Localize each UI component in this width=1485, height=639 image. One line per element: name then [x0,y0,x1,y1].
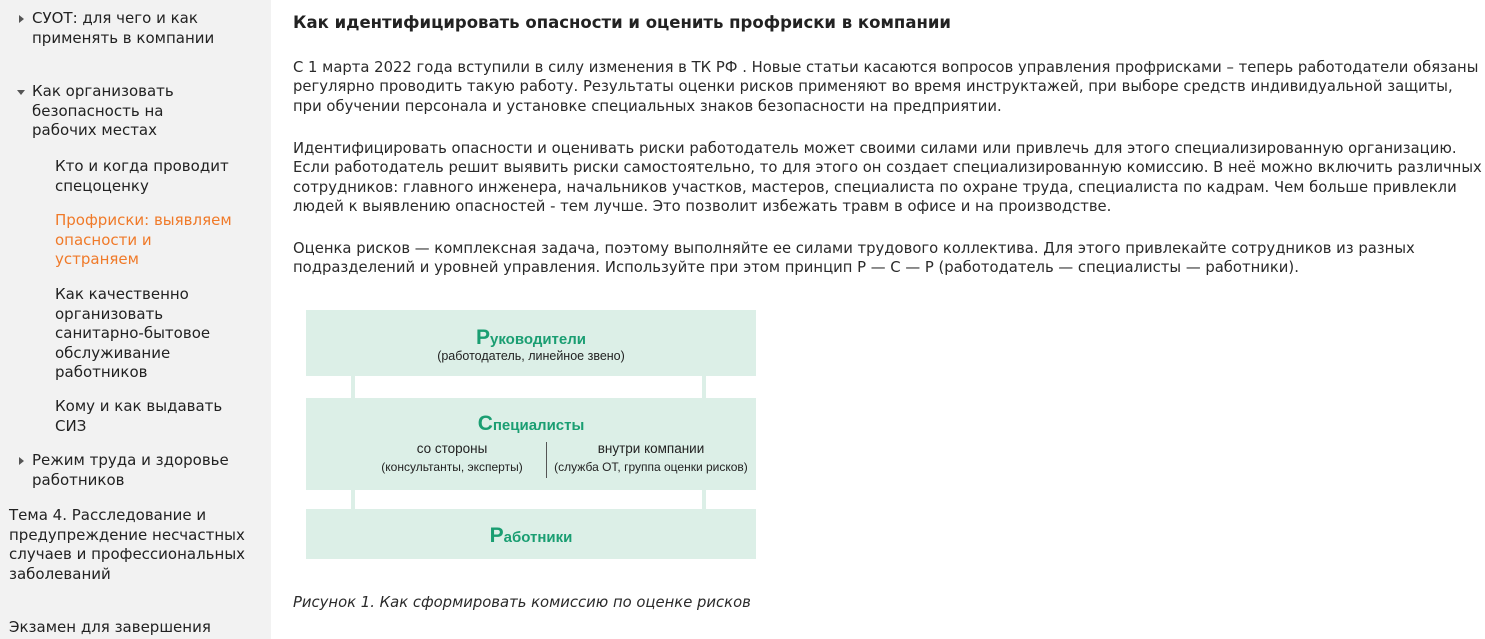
sidebar-item-exam[interactable] [9,618,259,638]
figure-caption: Рисунок 1. Как сформировать комиссию по оценке рисков [293,594,751,611]
sidebar-item-label: Как качественно организовать санитарно-бытовое обслуживание работников [55,285,211,381]
article-content [271,0,1485,639]
article-paragraph: Оценка рисков — комплексная задача, поэтому выполняйте ее силами трудового коллектива. Для этого привлекайте сотрудников из разных подразделений и уровней управления. Используйте при этом принцип Р — С — Р (работодатель — специалисты — работники). [293,240,1415,277]
sidebar-item-label: Профриски: выявляем опасности и устраняем [55,211,232,268]
caret-down-icon [17,90,25,95]
page-title: Как идентифицировать опасности и оценить профриски в компании [293,13,951,32]
external-heading: со стороны [416,441,488,456]
diagram-title-managers [306,326,756,350]
sidebar-item-sanitary-service[interactable] [55,285,235,383]
article-paragraph: Идентифицировать опасности и оценивать риски работодатель может своими силами или привлечь для этого специализированную организацию. Если работодатель решит выявить риски самостоятельно, то для этого он создает специализированную комиссию. В неё можно включить различных сотрудников: главного инженера, начальников участков, мастеров, специалиста по охране труда, специалиста по кадрам. Чем больше привлекли людей к выявлению опасностей - тем лучше. Это позволит избежать травм в офисе и на производстве. [293,140,1482,215]
title-rest: пециалисты [492,417,585,434]
diagram-title-workers [306,524,756,548]
title-initial: С [477,412,493,435]
diagram-specialists-external [368,441,536,474]
title-initial: Р [489,524,504,547]
external-sub: (консультанты, эксперты) [381,460,523,474]
title-rest: аботники [503,529,573,546]
sidebar-item-suot[interactable] [32,9,232,48]
sidebar-item-label: Кому и как выдавать СИЗ [55,397,223,435]
sidebar-item-ppe[interactable] [55,397,235,436]
diagram-connector [702,376,706,398]
sidebar-item-label: СУОТ: для чего и как применять в компании [32,9,215,47]
diagram-connector [351,376,355,398]
diagram-subtitle-managers: (работодатель, линейное звено) [437,349,625,363]
title-rest: уководители [490,331,586,348]
sidebar-item-label: Тема 4. Расследование и предупреждение несчастных случаев и профессиональных заболеваний [9,506,246,583]
title-initial: Р [476,326,491,349]
sidebar-item-workplace-safety[interactable] [32,82,232,141]
internal-sub: (служба ОТ, группа оценки рисков) [554,460,748,474]
caret-right-icon [19,15,24,23]
diagram-connector [702,490,706,509]
sidebar-item-label: Как организовать безопасность на рабочих местах [32,82,174,139]
sidebar-item-special-assessment[interactable] [55,157,235,196]
sidebar-item-prof-risks[interactable] [55,211,235,270]
sidebar-item-label: Кто и когда проводит спецоценку [55,157,229,195]
sidebar-item-label: Экзамен для завершения [9,618,211,636]
caret-right-icon [19,457,24,465]
sidebar-item-work-regime[interactable] [32,451,232,490]
sidebar-nav [0,0,271,639]
sidebar-item-label: Режим труда и здоровье работников [32,451,229,489]
diagram-connector [351,490,355,509]
article-paragraph: С 1 марта 2022 года вступили в силу изменения в ТК РФ . Новые статьи касаются вопросов управления профрисками – теперь работодатели обязаны регулярно проводить такую работу. Результаты оценки рисков применяют во время инструктажей, при выборе средств индивидуальной защиты, при обучении персонала и установке специальных знаков безопасности на предприятии. [293,59,1479,115]
commission-diagram [306,310,756,560]
diagram-title-specialists [306,412,756,436]
internal-heading: внутри компании [597,441,705,456]
diagram-specialists-internal [546,441,756,474]
sidebar-item-topic-4[interactable] [9,506,259,584]
